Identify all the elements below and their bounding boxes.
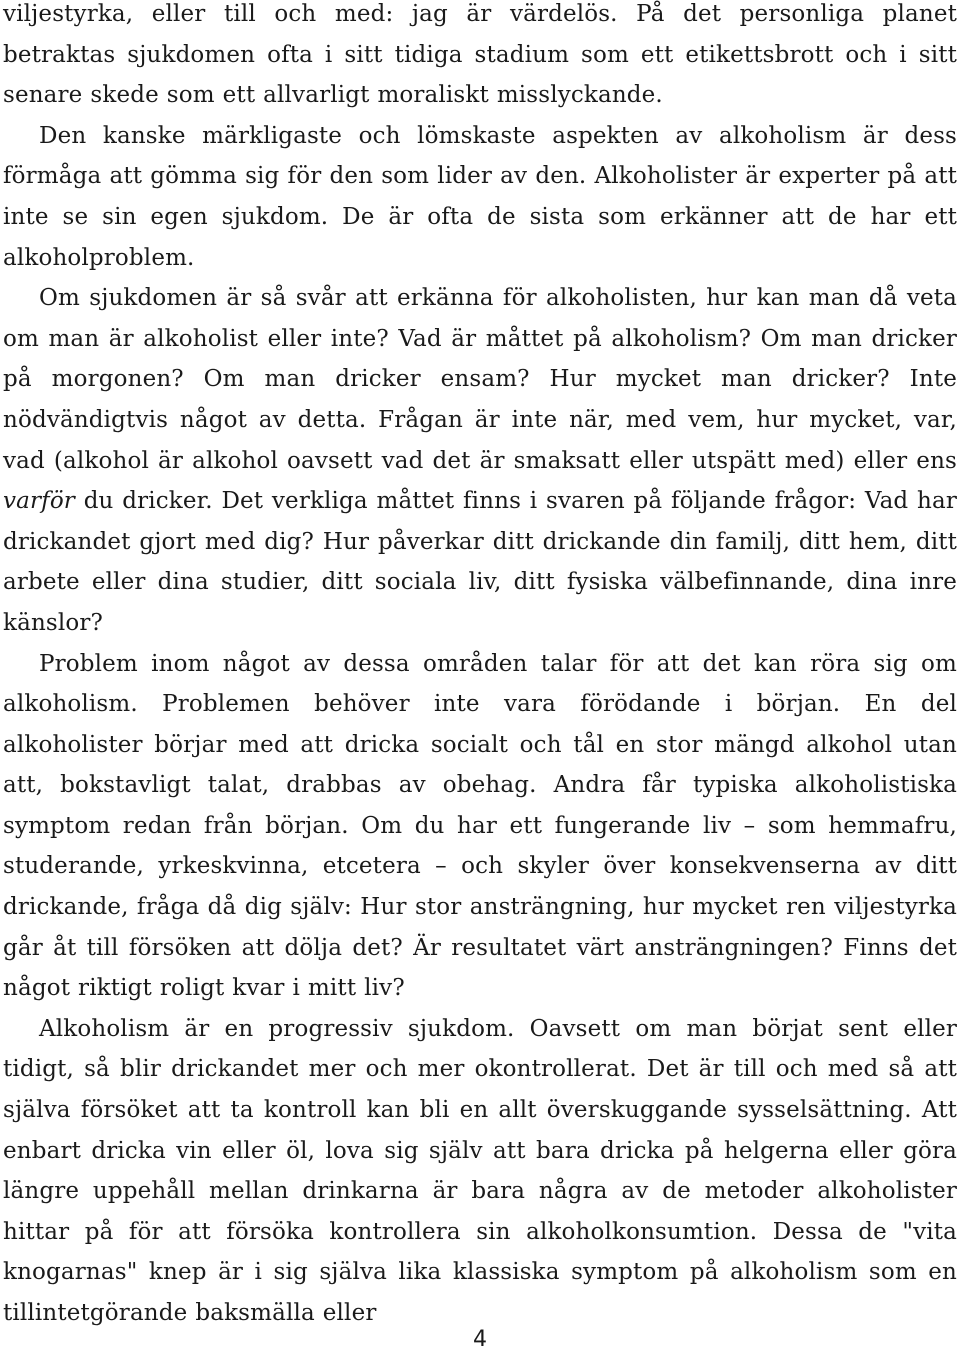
- italic-text: varför: [3, 488, 75, 515]
- paragraph-p5: [3, 1009, 957, 1334]
- body-text: [3, 0, 957, 1334]
- text-segment: du dricker. Det verkliga måttet finns i svaren på följande frågor: Vad har drickandet gjort med dig? Hur påverkar ditt drickande din familj, ditt hem, ditt arbete eller dina studier, ditt sociala liv, ditt fysiska välbefinnande, dina inre känslor?: [3, 488, 957, 636]
- paragraph-p2: [3, 116, 957, 278]
- text-segment: Problem inom något av dessa områden talar för att det kan röra sig om alkoholism. Problemen behöver inte vara förödande i början. En del alkoholister börjar med att dricka socialt och tål en stor mängd alkohol utan att, bokstavligt talat, drabbas av obehag. Andra får typiska alkoholistiska symptom redan från början. Om du har ett fungerande liv – som hemmafru, studerande, yrkeskvinna, etcetera – och skyler över konsekvenserna av ditt drickande, fråga då dig själv: Hur stor ansträngning, hur mycket ren viljestyrka går åt till försöken att dölja det? Är resultatet värt ansträngningen? Finns det något riktigt roligt kvar i mitt liv?: [3, 650, 957, 1002]
- text-segment: Om sjukdomen är så svår att erkänna för alkoholisten, hur kan man då veta om man är alkoholist eller inte? Vad är måttet på alkoholism? Om man dricker på morgonen? Om man dricker ensam? Hur mycket man dricker? Inte nödvändigtvis något av detta. Frågan är inte när, med vem, hur mycket, var, vad (alkohol är alkohol oavsett vad det är smaksatt eller utspätt med) eller ens: [3, 285, 957, 474]
- paragraph-p4: [3, 644, 957, 1009]
- text-segment: viljestyrka, eller till och med: jag är värdelös. På det personliga planet betraktas sjukdomen ofta i sitt tidiga stadium som ett etikettsbrott och i sitt senare skede som ett allvarligt moraliskt misslyckande.: [3, 1, 957, 109]
- text-segment: Alkoholism är en progressiv sjukdom. Oavsett om man börjat sent eller tidigt, så blir drickandet mer och mer okontrollerat. Det är till och med så att själva försöket att ta kontroll kan bli en allt överskuggande sysselsättning. Att enbart dricka vin eller öl, lova sig själv att bara dricka på helgerna eller göra längre uppehåll mellan drinkarna är bara några av de metoder alkoholister hittar på för att försöka kontrollera sin alkoholkonsumtion. Dessa de "vita knogarnas" knep är i sig själva lika klassiska symptom på alkoholism som en tillintetgörande baksmälla eller: [3, 1015, 957, 1326]
- page-number: 4: [473, 1327, 487, 1352]
- text-segment: Den kanske märkligaste och lömskaste aspekten av alkoholism är dess förmåga att gömma sig för den som lider av den. Alkoholister är experter på att inte se sin egen sjukdom. De är ofta de sista som erkänner att de har ett alkoholproblem.: [3, 122, 957, 271]
- paragraph-p3: [3, 278, 957, 643]
- paragraph-p1: [3, 0, 957, 116]
